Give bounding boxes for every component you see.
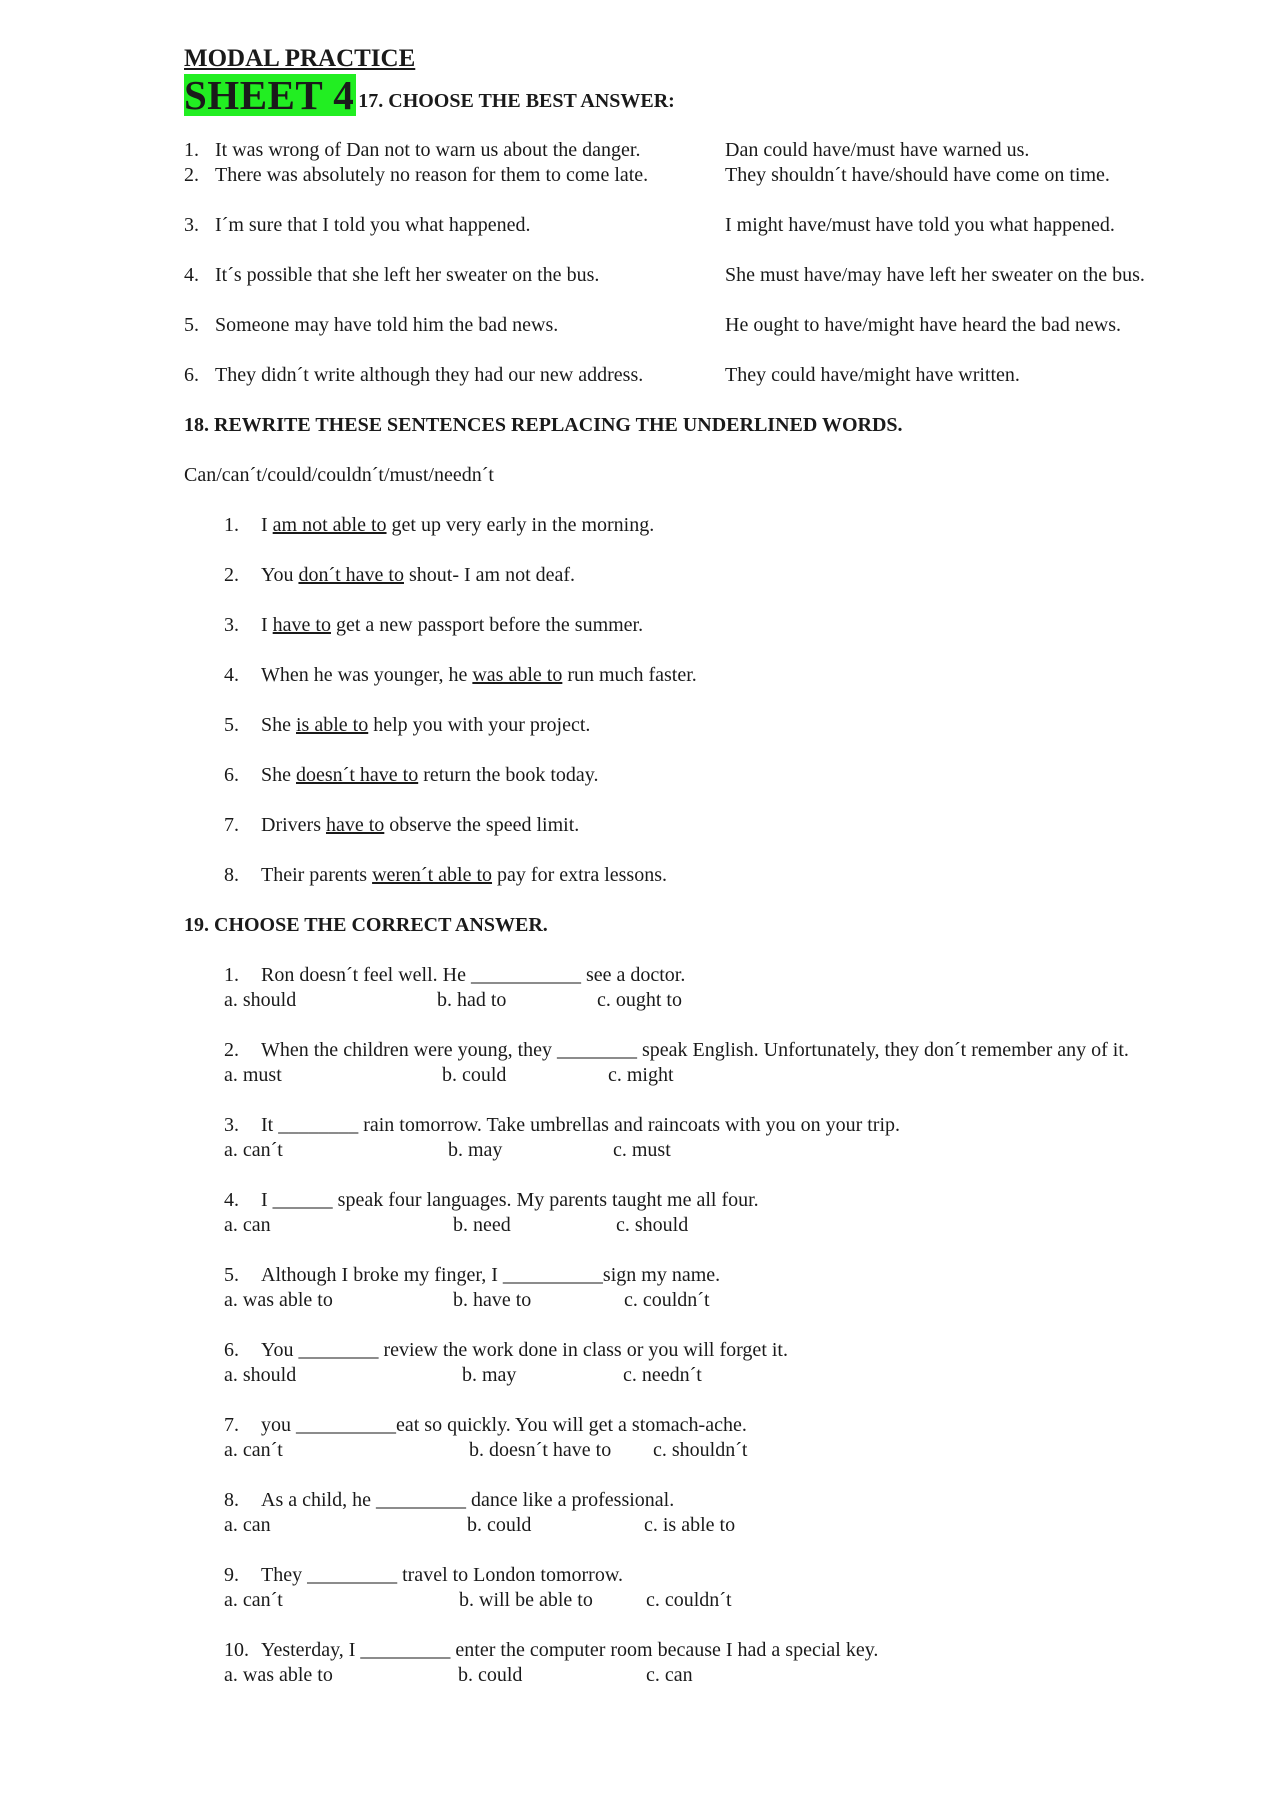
option-c: c. should bbox=[616, 1214, 689, 1236]
item-number: 4. bbox=[184, 264, 199, 286]
section-17-heading: 17. CHOOSE THE BEST ANSWER: bbox=[358, 90, 675, 112]
item-number: 1. bbox=[224, 514, 239, 536]
option-a: a. should bbox=[224, 1364, 297, 1386]
option-b: b. doesn´t have to bbox=[469, 1439, 612, 1461]
option-a: a. was able to bbox=[224, 1289, 333, 1311]
item-number: 4. bbox=[224, 664, 239, 686]
option-c: c. couldn´t bbox=[624, 1289, 710, 1311]
question-stem: Ron doesn´t feel well. He ___________ see a doctor. bbox=[261, 964, 686, 986]
list-item bbox=[184, 363, 1224, 388]
item-number: 9. bbox=[224, 1564, 239, 1586]
option-c: c. shouldn´t bbox=[653, 1439, 748, 1461]
item-number: 10. bbox=[224, 1639, 249, 1661]
question bbox=[224, 1638, 1224, 1688]
item-sentence: It was wrong of Dan not to warn us about the danger. bbox=[215, 139, 641, 161]
question bbox=[224, 1038, 1224, 1088]
question bbox=[224, 1188, 1224, 1238]
item-sentence: She doesn´t have to return the book today. bbox=[261, 764, 599, 786]
item-number: 7. bbox=[224, 1414, 239, 1436]
item-sentence: When he was younger, he was able to run much faster. bbox=[261, 664, 697, 686]
item-number: 8. bbox=[224, 864, 239, 886]
question bbox=[224, 1338, 1224, 1388]
item-number: 5. bbox=[224, 1264, 239, 1286]
item-number: 4. bbox=[224, 1189, 239, 1211]
item-sentence: I am not able to get up very early in the morning. bbox=[261, 514, 655, 536]
worksheet-page bbox=[184, 44, 1224, 1688]
item-answer: I might have/must have told you what happened. bbox=[725, 214, 1115, 236]
list-item bbox=[184, 138, 1224, 163]
option-c: c. must bbox=[613, 1139, 671, 1161]
option-b: b. will be able to bbox=[459, 1589, 593, 1611]
item-sentence: You don´t have to shout- I am not deaf. bbox=[261, 564, 576, 586]
list-item bbox=[224, 613, 1224, 638]
question-stem: They _________ travel to London tomorrow. bbox=[261, 1564, 623, 1586]
item-number: 7. bbox=[224, 814, 239, 836]
option-c: c. is able to bbox=[644, 1514, 736, 1536]
option-b: b. could bbox=[442, 1064, 507, 1086]
item-sentence: They didn´t write although they had our new address. bbox=[215, 364, 644, 386]
question-stem: As a child, he _________ dance like a professional. bbox=[261, 1489, 675, 1511]
list-item bbox=[184, 163, 1224, 188]
question-stem: Yesterday, I _________ enter the computer room because I had a special key. bbox=[261, 1639, 879, 1661]
item-answer: They could have/might have written. bbox=[725, 364, 1020, 386]
item-sentence: Their parents weren´t able to pay for extra lessons. bbox=[261, 864, 667, 886]
option-b: b. may bbox=[462, 1364, 517, 1386]
item-number: 2. bbox=[224, 1039, 239, 1061]
item-number: 2. bbox=[224, 564, 239, 586]
sheet-label: SHEET 4 bbox=[184, 72, 355, 118]
list-item bbox=[184, 263, 1224, 288]
section-17 bbox=[184, 138, 1224, 388]
item-answer: Dan could have/must have warned us. bbox=[725, 139, 1030, 161]
option-a: a. was able to bbox=[224, 1664, 333, 1686]
item-answer: They shouldn´t have/should have come on time. bbox=[725, 164, 1110, 186]
item-number: 6. bbox=[184, 364, 199, 386]
section-18-heading: 18. REWRITE THESE SENTENCES REPLACING THE UNDERLINED WORDS. bbox=[184, 414, 903, 436]
item-sentence: I´m sure that I told you what happened. bbox=[215, 214, 531, 236]
section-18-options: Can/can´t/could/couldn´t/must/needn´t bbox=[184, 464, 494, 486]
item-number: 3. bbox=[224, 1114, 239, 1136]
item-number: 2. bbox=[184, 164, 199, 186]
item-answer: He ought to have/might have heard the bad news. bbox=[725, 314, 1121, 336]
item-number: 6. bbox=[224, 764, 239, 786]
worksheet-title: MODAL PRACTICE bbox=[184, 45, 416, 72]
item-number: 8. bbox=[224, 1489, 239, 1511]
sheet-header bbox=[184, 74, 1224, 116]
option-c: c. can bbox=[646, 1664, 693, 1686]
list-item bbox=[224, 663, 1224, 688]
item-sentence: There was absolutely no reason for them to come late. bbox=[215, 164, 649, 186]
list-item bbox=[184, 313, 1224, 338]
question-stem: You ________ review the work done in class or you will forget it. bbox=[261, 1339, 788, 1361]
list-item bbox=[224, 713, 1224, 738]
option-b: b. have to bbox=[453, 1289, 532, 1311]
item-number: 5. bbox=[224, 714, 239, 736]
list-item bbox=[224, 863, 1224, 888]
question bbox=[224, 1263, 1224, 1313]
question-stem: It ________ rain tomorrow. Take umbrellas and raincoats with you on your trip. bbox=[261, 1114, 901, 1136]
item-number: 1. bbox=[184, 139, 199, 161]
item-number: 5. bbox=[184, 314, 199, 336]
option-a: a. can bbox=[224, 1514, 271, 1536]
option-c: c. might bbox=[608, 1064, 674, 1086]
item-sentence: Someone may have told him the bad news. bbox=[215, 314, 559, 336]
list-item bbox=[224, 763, 1224, 788]
item-answer: She must have/may have left her sweater on the bus. bbox=[725, 264, 1145, 286]
item-sentence: I have to get a new passport before the summer. bbox=[261, 614, 644, 636]
option-a: a. must bbox=[224, 1064, 282, 1086]
item-number: 3. bbox=[224, 614, 239, 636]
question-stem: When the children were young, they ________ speak English. Unfortunately, they don´t remember any of it. bbox=[261, 1039, 1129, 1061]
list-item bbox=[184, 213, 1224, 238]
question bbox=[224, 1563, 1224, 1613]
option-b: b. had to bbox=[437, 989, 507, 1011]
option-c: c. couldn´t bbox=[646, 1589, 732, 1611]
item-sentence: She is able to help you with your project. bbox=[261, 714, 591, 736]
option-c: c. ought to bbox=[597, 989, 682, 1011]
option-c: c. needn´t bbox=[623, 1364, 702, 1386]
question bbox=[224, 1113, 1224, 1163]
question bbox=[224, 963, 1224, 1013]
option-a: a. can´t bbox=[224, 1139, 283, 1161]
option-b: b. could bbox=[467, 1514, 532, 1536]
option-a: a. can bbox=[224, 1214, 271, 1236]
list-item bbox=[224, 563, 1224, 588]
question-stem: Although I broke my finger, I __________sign my name. bbox=[261, 1264, 721, 1286]
item-sentence: It´s possible that she left her sweater on the bus. bbox=[215, 264, 600, 286]
option-b: b. need bbox=[453, 1214, 511, 1236]
item-sentence: Drivers have to observe the speed limit. bbox=[261, 814, 580, 836]
item-number: 6. bbox=[224, 1339, 239, 1361]
question bbox=[224, 1488, 1224, 1538]
option-b: b. could bbox=[458, 1664, 523, 1686]
option-a: a. can´t bbox=[224, 1439, 283, 1461]
list-item bbox=[224, 813, 1224, 838]
item-number: 1. bbox=[224, 964, 239, 986]
question-stem: I ______ speak four languages. My parents taught me all four. bbox=[261, 1189, 759, 1211]
item-number: 3. bbox=[184, 214, 199, 236]
option-b: b. may bbox=[448, 1139, 503, 1161]
option-a: a. can´t bbox=[224, 1589, 283, 1611]
section-19-heading: 19. CHOOSE THE CORRECT ANSWER. bbox=[184, 914, 548, 936]
list-item bbox=[224, 513, 1224, 538]
section-18 bbox=[224, 513, 1224, 888]
option-a: a. should bbox=[224, 989, 297, 1011]
question-stem: you __________eat so quickly. You will get a stomach-ache. bbox=[261, 1414, 747, 1436]
question bbox=[224, 1413, 1224, 1463]
